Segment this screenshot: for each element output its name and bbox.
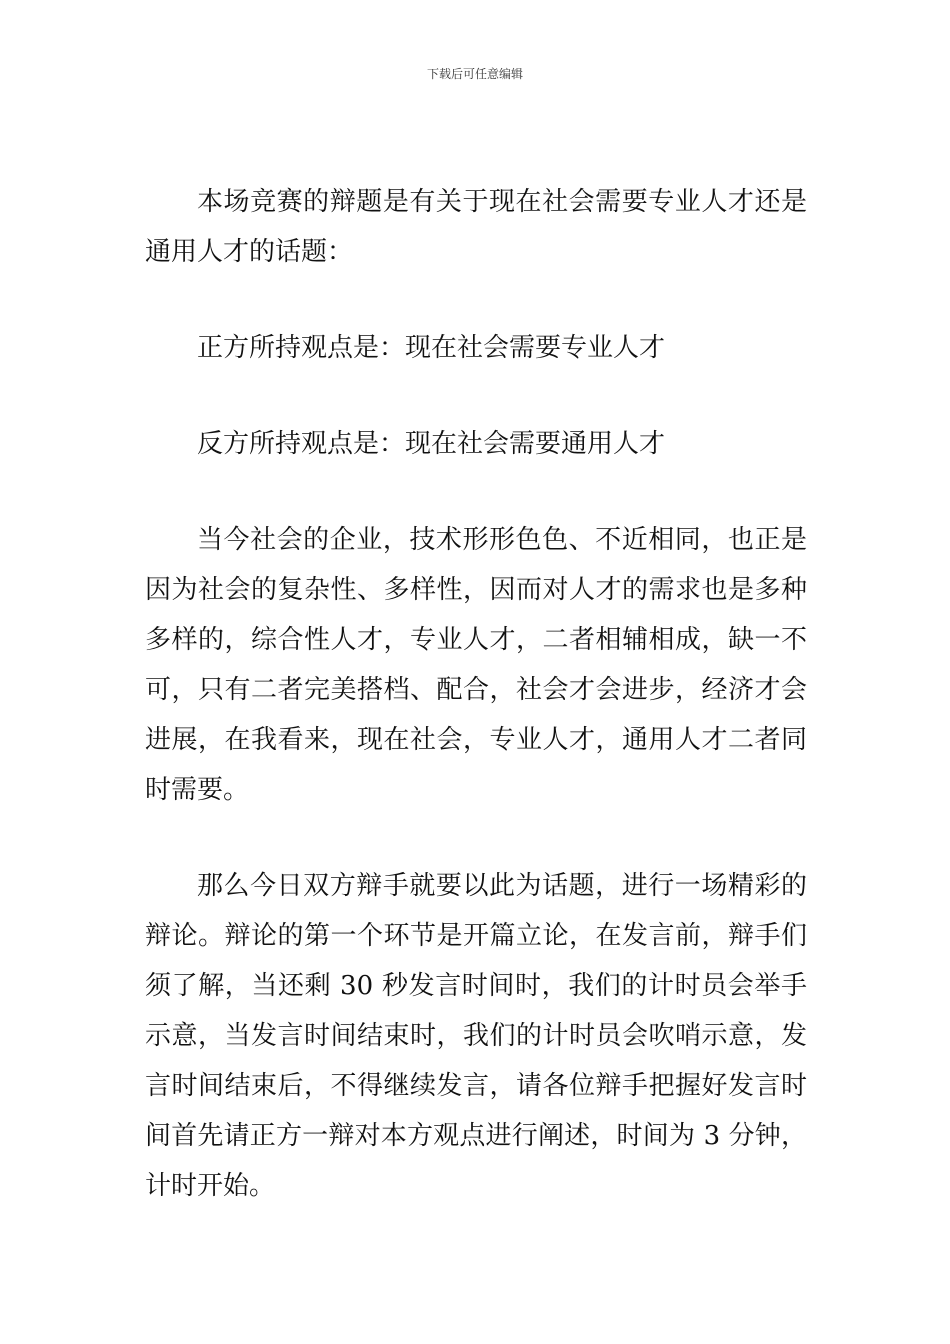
paragraph-affirmative-position: 正方所持观点是：现在社会需要专业人才 xyxy=(197,333,666,363)
paragraph-negative-position: 反方所持观点是：现在社会需要通用人才 xyxy=(197,429,666,459)
paragraph-rules: 那么今日双方辩手就要以此为话题，进行一场精彩的辩论。辩论的第一个环节是开篇立论，在发言前，辩手们须了解，当还剩 30 秒发言时间时，我们的计时员会举手示意，当发言时间结束时，我们的计时员会吹哨示意，发言时间结束后，不得继续发言，请各位辩手把握好发言时间首先请正方一辩对本方观点进行阐述，时间为 3 分钟，计时开始。 xyxy=(145,871,807,1201)
page-header: 下载后可任意编辑 xyxy=(426,67,523,81)
paragraph-introduction: 当今社会的企业，技术形形色色、不近相同，也正是因为社会的复杂性、多样性，因而对人才的需求也是多种多样的，综合性人才，专业人才，二者相辅相成，缺一不可，只有二者完美搭档、配合，社会才会进步，经济才会进展，在我看来，现在社会，专业人才，通用人才二者同时需要。 xyxy=(145,525,807,805)
paragraph-topic: 本场竞赛的辩题是有关于现在社会需要专业人才还是通用人才的话题： xyxy=(145,187,807,267)
document-body xyxy=(145,177,807,1211)
